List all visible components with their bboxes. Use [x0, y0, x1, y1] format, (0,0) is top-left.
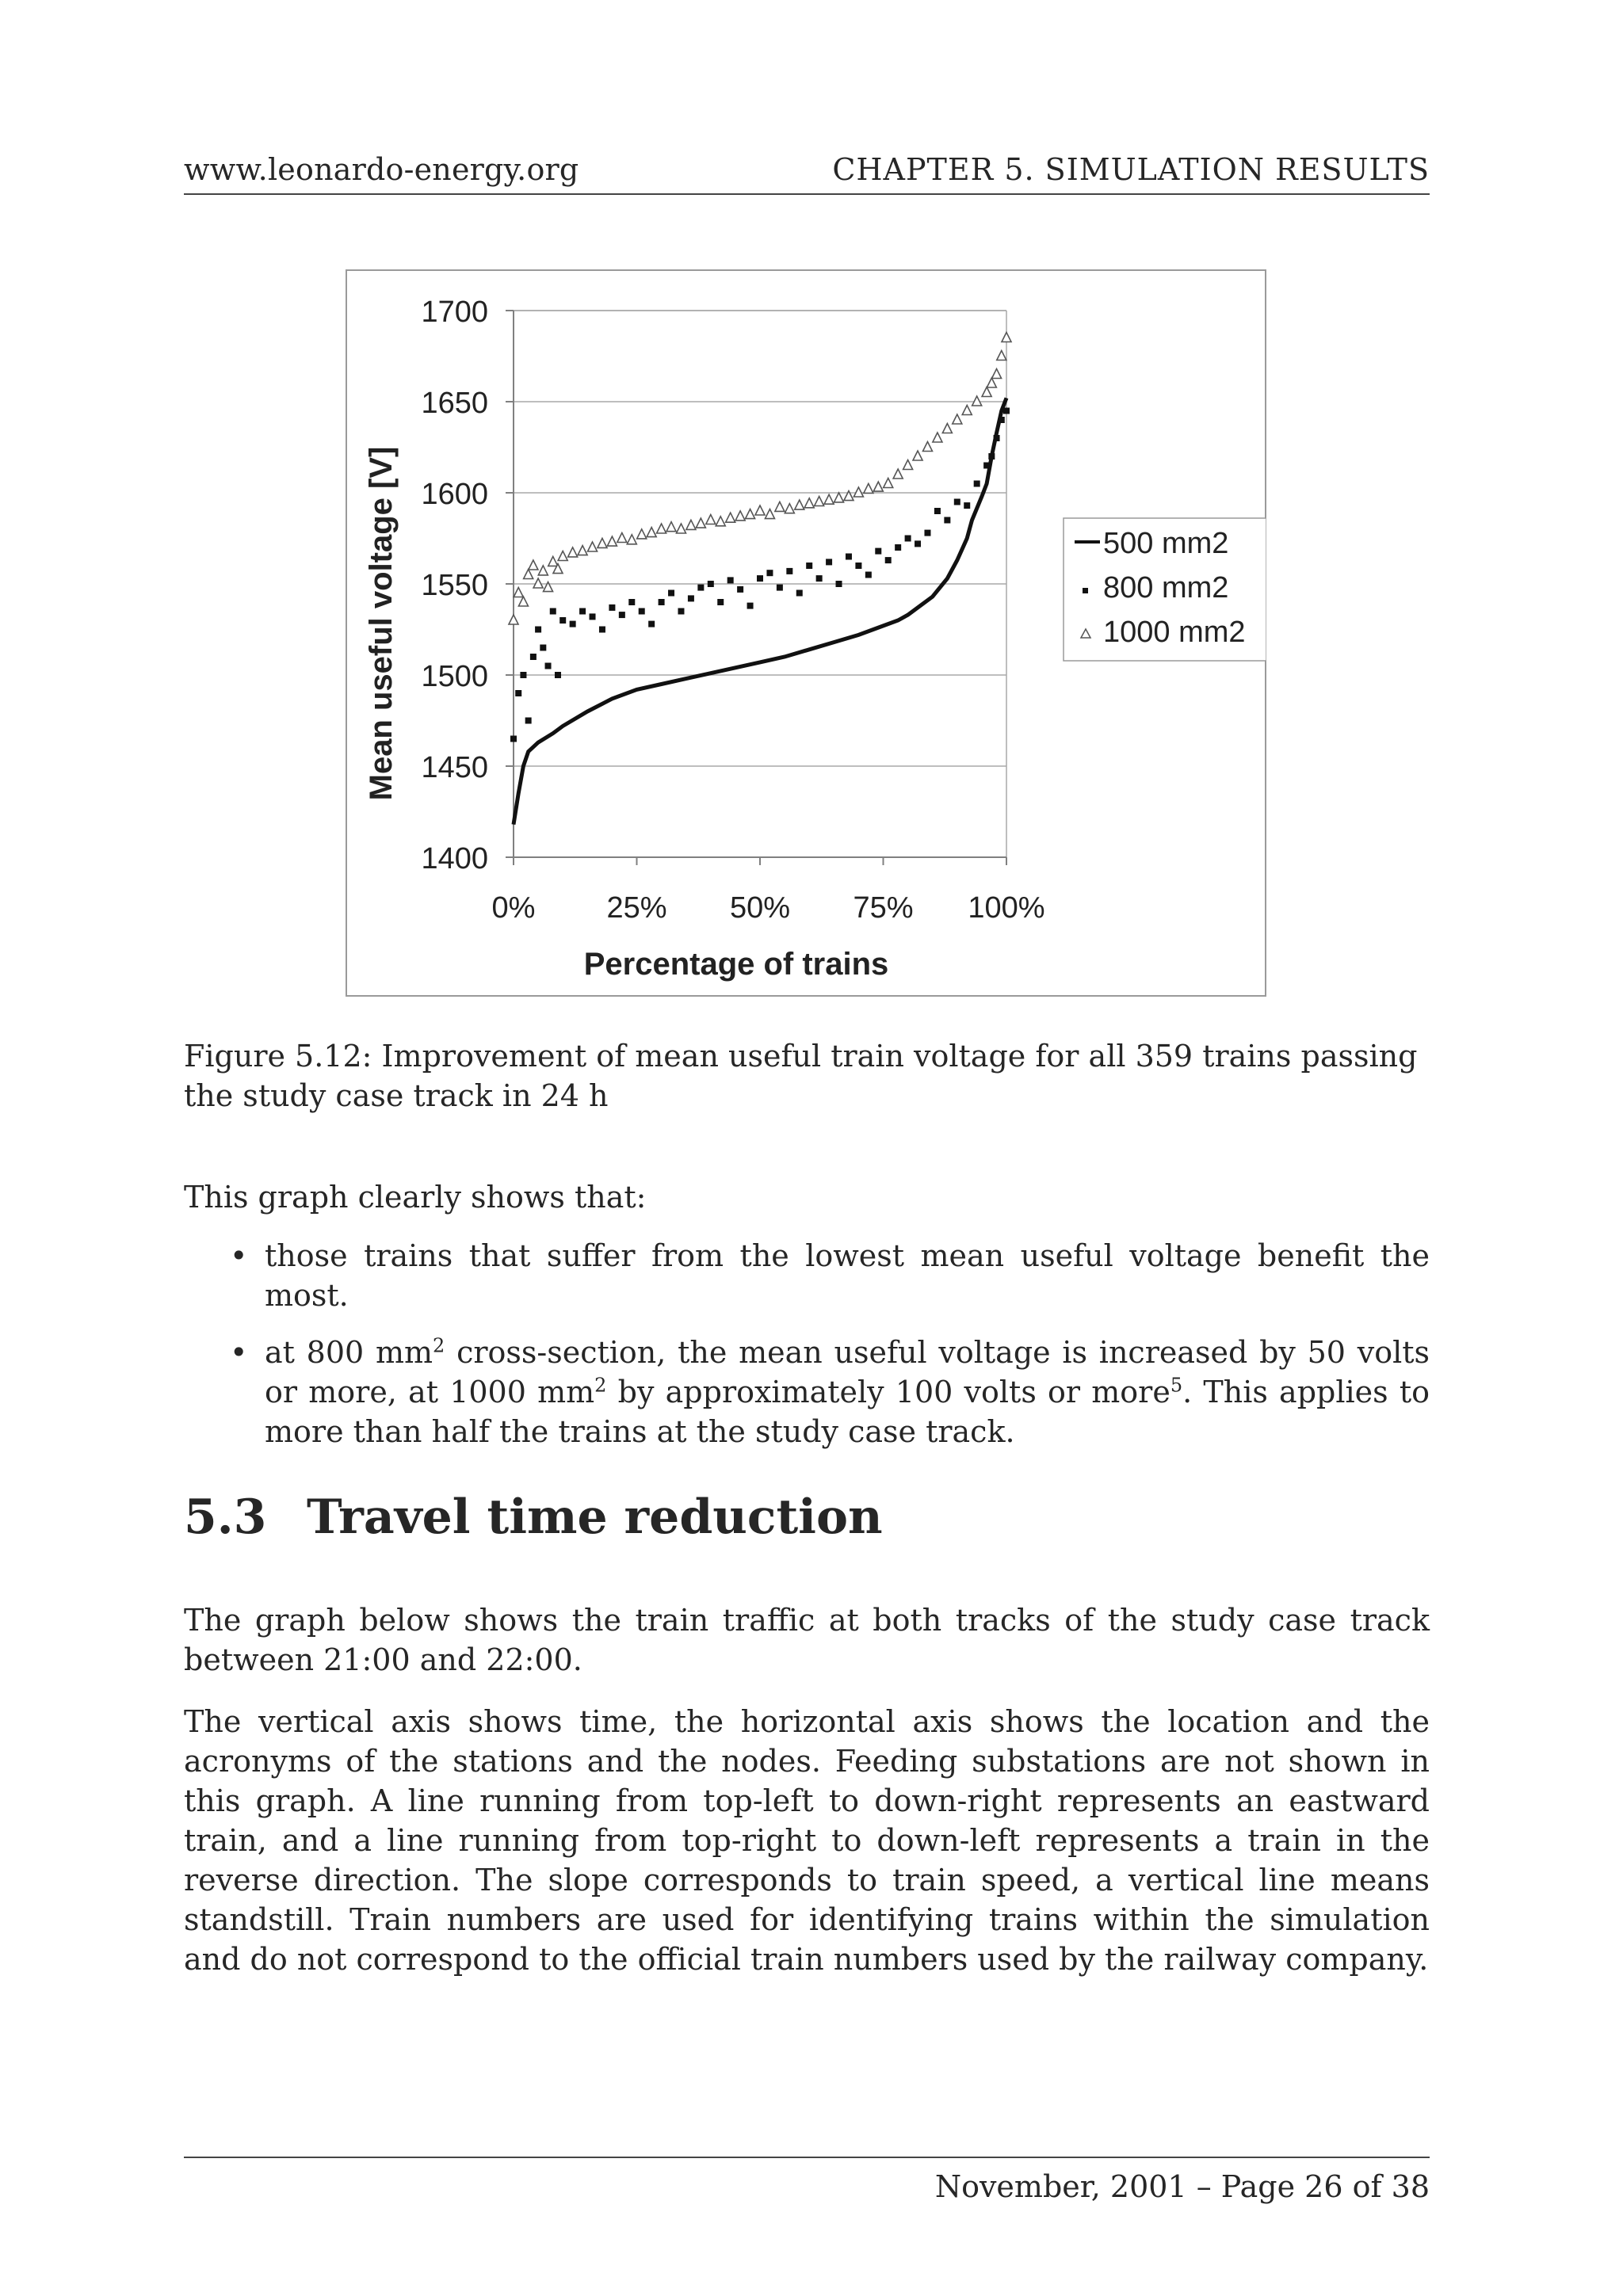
y-tick-label: 1600: [421, 478, 488, 511]
point-800mm2: [988, 453, 995, 460]
legend-label: 500 mm2: [1103, 527, 1229, 560]
point-800mm2: [747, 603, 754, 609]
point-800mm2: [570, 621, 576, 627]
section-number: 5.3: [184, 1489, 267, 1545]
point-1000mm2: [785, 504, 794, 513]
point-800mm2: [737, 586, 743, 593]
superscript-2: 2: [433, 1334, 445, 1357]
x-tick-label: 75%: [853, 891, 914, 925]
point-800mm2: [555, 672, 561, 678]
point-800mm2: [777, 585, 783, 591]
y-tick-label: 1700: [421, 296, 488, 329]
point-1000mm2: [509, 615, 518, 624]
point-1000mm2: [903, 460, 913, 470]
point-1000mm2: [815, 497, 824, 506]
point-800mm2: [994, 435, 1000, 441]
bullet-list: [184, 1236, 1430, 1469]
point-800mm2: [559, 617, 566, 624]
x-tick-label: 100%: [968, 891, 1045, 925]
point-1000mm2: [647, 528, 656, 537]
point-800mm2: [579, 608, 586, 615]
point-800mm2: [865, 572, 872, 578]
point-1000mm2: [873, 482, 883, 491]
point-1000mm2: [657, 524, 666, 533]
point-1000mm2: [529, 560, 538, 570]
point-800mm2: [875, 548, 881, 555]
point-800mm2: [727, 577, 734, 583]
legend-square-icon: [1083, 588, 1088, 593]
point-800mm2: [826, 559, 832, 565]
point-1000mm2: [755, 505, 765, 515]
point-1000mm2: [558, 551, 567, 561]
legend-label: 800 mm2: [1103, 571, 1229, 605]
point-1000mm2: [953, 414, 962, 424]
point-1000mm2: [765, 509, 774, 519]
point-800mm2: [954, 499, 960, 505]
bullet-item-2: [184, 1333, 1430, 1451]
point-1000mm2: [746, 509, 755, 519]
point-800mm2: [688, 595, 694, 601]
point-1000mm2: [686, 520, 696, 529]
point-1000mm2: [735, 511, 745, 521]
point-800mm2: [964, 502, 970, 509]
paragraph-2: The vertical axis shows time, the horizontal axis shows the location and the acronyms of the stations and the nodes. Feeding substations are not shown in this graph. A line running from top-left to down-right represents an eastward train, and a line running from top-right to down-left represents a train in the reverse direction. The slope corresponds to train speed, a vertical line means standstill. Train numbers are used for identifying trains within the simulation and do not correspond to the official train numbers used by the railway company.: [184, 1704, 1430, 1977]
point-1000mm2: [716, 517, 725, 526]
y-tick-label: 1400: [421, 842, 488, 875]
bullet-2-text-b: cross-section, the mean useful voltage is increased by 50 volts or more, at 1000 mm: [265, 1335, 1430, 1409]
point-1000mm2: [893, 469, 903, 479]
point-1000mm2: [706, 515, 716, 524]
point-800mm2: [697, 585, 704, 591]
y-tick-label: 1450: [421, 751, 488, 784]
point-1000mm2: [588, 542, 598, 551]
point-800mm2: [535, 627, 541, 633]
point-1000mm2: [548, 556, 558, 566]
point-800mm2: [708, 581, 714, 587]
point-1000mm2: [997, 351, 1006, 360]
point-800mm2: [590, 613, 596, 620]
point-800mm2: [545, 663, 552, 669]
section-title: Travel time reduction: [307, 1489, 883, 1545]
bullet-icon: •: [230, 1335, 248, 1370]
header-website: www.leonardo-energy.org: [184, 152, 579, 187]
point-1000mm2: [854, 487, 863, 497]
point-800mm2: [648, 621, 655, 627]
page-footer: November, 2001 – Page 26 of 38: [934, 2169, 1430, 2204]
point-800mm2: [796, 590, 803, 597]
y-tick-label: 1650: [421, 387, 488, 420]
point-1000mm2: [617, 533, 627, 543]
y-axis-title: Mean useful voltage [V]: [364, 446, 399, 801]
point-1000mm2: [992, 369, 1002, 379]
point-800mm2: [520, 672, 526, 678]
bullet-icon: •: [230, 1238, 248, 1273]
point-1000mm2: [637, 529, 647, 539]
x-tick-label: 50%: [729, 891, 791, 925]
point-800mm2: [510, 736, 517, 742]
point-800mm2: [806, 563, 812, 569]
point-800mm2: [550, 608, 556, 615]
point-800mm2: [515, 690, 521, 696]
point-1000mm2: [1002, 333, 1011, 342]
point-800mm2: [659, 599, 665, 605]
x-tick-label: 25%: [606, 891, 667, 925]
point-1000mm2: [726, 513, 735, 522]
superscript-2: 2: [594, 1374, 607, 1397]
page-header: [184, 152, 1430, 195]
point-800mm2: [855, 563, 861, 569]
point-800mm2: [934, 508, 941, 514]
y-tick-label: 1500: [421, 660, 488, 693]
point-1000mm2: [598, 538, 607, 547]
point-1000mm2: [607, 536, 617, 546]
point-1000mm2: [696, 518, 705, 528]
point-1000mm2: [933, 433, 942, 442]
point-800mm2: [639, 608, 645, 615]
point-800mm2: [628, 599, 635, 605]
point-800mm2: [944, 517, 950, 524]
section-heading: [184, 1489, 883, 1545]
point-1000mm2: [518, 597, 528, 606]
point-800mm2: [619, 612, 625, 618]
bullet-1-text: those trains that suffer from the lowest mean useful voltage benefit the most.: [265, 1238, 1430, 1313]
point-800mm2: [717, 599, 724, 605]
bullet-2-text-d: . This applies to more than half the trains at the study case track.: [265, 1375, 1430, 1449]
point-1000mm2: [884, 479, 893, 488]
voltage-chart: [347, 271, 1266, 997]
point-1000mm2: [804, 498, 814, 508]
point-800mm2: [766, 570, 773, 576]
point-800mm2: [678, 608, 684, 615]
point-1000mm2: [987, 378, 996, 387]
point-800mm2: [905, 536, 911, 542]
point-800mm2: [1003, 408, 1010, 414]
point-1000mm2: [524, 570, 533, 579]
point-1000mm2: [533, 578, 543, 588]
bullet-2-text-c: by approximately 100 volts or more: [606, 1375, 1170, 1409]
point-800mm2: [816, 575, 823, 582]
point-800mm2: [895, 544, 901, 551]
point-800mm2: [786, 568, 792, 574]
point-1000mm2: [834, 493, 844, 502]
series-500mm2-line: [514, 398, 1006, 824]
point-1000mm2: [972, 396, 982, 406]
point-800mm2: [924, 530, 930, 536]
point-1000mm2: [666, 522, 676, 532]
point-1000mm2: [538, 566, 548, 575]
point-1000mm2: [627, 535, 636, 544]
footnote-mark[interactable]: 5: [1170, 1374, 1183, 1397]
point-1000mm2: [568, 547, 578, 557]
point-1000mm2: [864, 483, 873, 493]
intro-text: This graph clearly shows that:: [184, 1180, 647, 1215]
point-800mm2: [999, 417, 1005, 423]
point-1000mm2: [795, 500, 804, 509]
point-800mm2: [915, 540, 921, 547]
point-800mm2: [885, 557, 892, 563]
point-800mm2: [757, 575, 763, 582]
paragraph-1: The graph below shows the train traffic at both tracks of the study case track between 21:00 and 22:00.: [184, 1603, 1430, 1677]
point-800mm2: [846, 554, 852, 560]
point-1000mm2: [982, 387, 991, 397]
point-800mm2: [836, 581, 842, 587]
bullet-item-1: [184, 1236, 1430, 1315]
y-tick-label: 1550: [421, 569, 488, 602]
point-800mm2: [599, 627, 605, 633]
point-1000mm2: [922, 442, 932, 452]
legend-label: 1000 mm2: [1103, 616, 1246, 649]
point-1000mm2: [775, 502, 785, 511]
point-800mm2: [668, 590, 674, 597]
point-1000mm2: [824, 494, 834, 504]
figure-5-12: [346, 269, 1266, 997]
footer-rule: [184, 2157, 1430, 2158]
point-1000mm2: [913, 451, 922, 460]
figure-caption: Figure 5.12: Improvement of mean useful train voltage for all 359 trains passing the study case track in 24 h: [184, 1039, 1418, 1113]
point-800mm2: [530, 654, 537, 660]
point-1000mm2: [962, 406, 972, 415]
point-1000mm2: [676, 524, 685, 533]
point-800mm2: [974, 481, 980, 487]
point-1000mm2: [942, 424, 952, 433]
x-axis-title: Percentage of trains: [583, 947, 889, 982]
point-800mm2: [525, 718, 532, 724]
bullet-2-text-a: at 800 mm: [265, 1335, 433, 1370]
point-800mm2: [983, 463, 990, 469]
point-1000mm2: [578, 546, 587, 555]
x-tick-label: 0%: [491, 891, 536, 925]
point-1000mm2: [514, 588, 523, 597]
header-chapter: CHAPTER 5. SIMULATION RESULTS: [832, 152, 1430, 187]
point-800mm2: [540, 645, 546, 651]
point-800mm2: [609, 605, 615, 611]
